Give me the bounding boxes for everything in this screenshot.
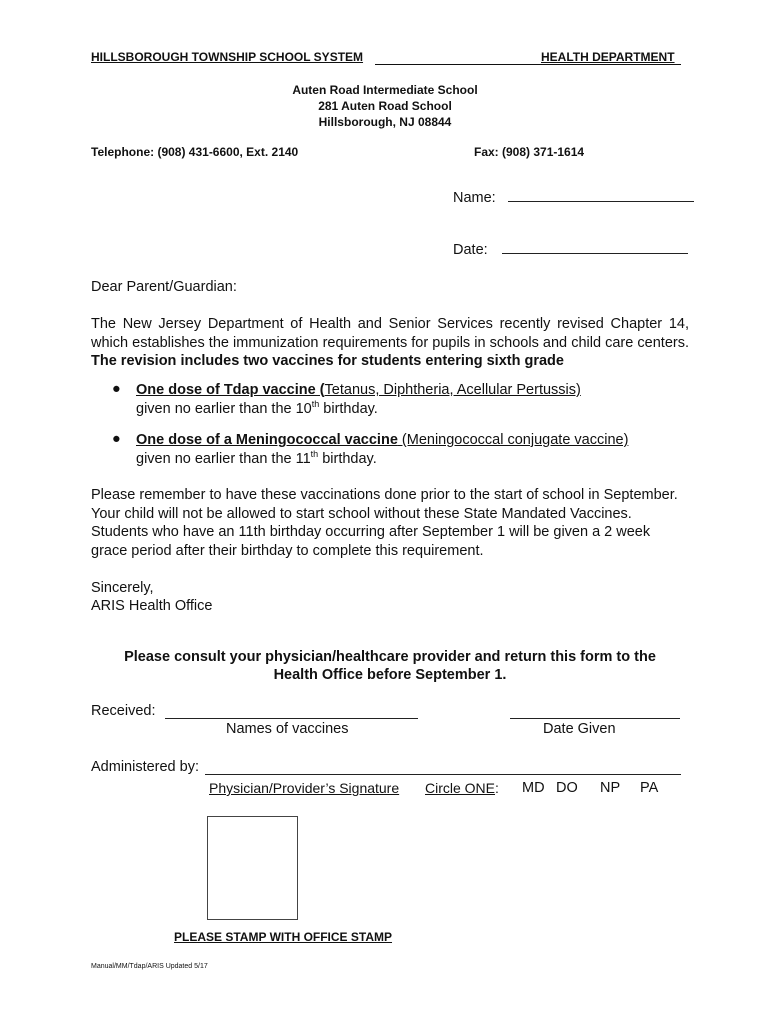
name-label: Name:	[453, 190, 496, 206]
date-field[interactable]	[453, 241, 688, 260]
reminder-paragraph: Please remember to have these vaccinations done prior to the start of school in September. Your child will not be allowed to start school without these State Mandated Vaccines. Students who have an 11th birthday occurring after September 1 will be given a 2 week grace period after their birthday to complete this requirement.	[91, 487, 678, 559]
credential-pa[interactable]: PA	[640, 780, 659, 796]
credential-np[interactable]: NP	[600, 780, 621, 796]
tdap-line2-post: birthday.	[319, 400, 378, 417]
mening-line2-post: birthday.	[318, 450, 377, 467]
bullet-item-tdap	[136, 381, 581, 418]
mening-sup: th	[310, 448, 319, 459]
fax: Fax: (908) 371-1614	[474, 145, 585, 159]
instruction-line1: Please consult your physician/healthcare provider and return this form to the	[124, 649, 656, 665]
bullet-dot-icon: ●	[112, 381, 121, 397]
tdap-line2-pre: given no earlier than the 10	[136, 400, 312, 417]
school-street: 281 Auten Road School	[318, 99, 452, 113]
stamp-caption: PLEASE STAMP WITH OFFICE STAMP	[174, 930, 393, 944]
header-left: HILLSBOROUGH TOWNSHIP SCHOOL SYSTEM	[91, 50, 364, 64]
salutation: Dear Parent/Guardian:	[91, 279, 237, 295]
mening-bold: One dose of a Meningococcal vaccine	[136, 432, 398, 448]
intro-paragraph	[91, 315, 689, 371]
school-name: Auten Road Intermediate School	[292, 83, 478, 97]
signature-caption: Physician/Provider’s Signature	[209, 780, 400, 796]
circle-colon: :	[495, 780, 499, 796]
office-stamp-box[interactable]	[207, 816, 298, 920]
received-label: Received:	[91, 703, 156, 719]
intro-bold-text: The revision includes two vaccines for students entering sixth grade	[91, 353, 564, 369]
vaccines-caption: Names of vaccines	[226, 721, 349, 737]
date-label: Date:	[453, 242, 488, 258]
instruction-line2: Health Office before September 1.	[273, 667, 507, 683]
date-given-caption: Date Given	[543, 721, 616, 737]
date-given-line[interactable]	[510, 718, 680, 719]
tdap-sup: th	[311, 398, 320, 409]
bullet-dot-icon: ●	[112, 431, 121, 447]
mening-line2-pre: given no earlier than the 11	[136, 450, 311, 467]
circle-label: Circle ONE	[425, 780, 496, 796]
name-field[interactable]	[453, 189, 694, 208]
footer-note: Manual/MM/Tdap/ARIS Updated 5/17	[91, 963, 208, 970]
closing: Sincerely,	[91, 580, 154, 596]
school-city: Hillsborough, NJ 08844	[318, 115, 452, 129]
vaccines-line[interactable]	[165, 718, 418, 719]
name-line[interactable]	[508, 201, 694, 202]
intro-text: The New Jersey Department of Health and Senior Services recently revised Chapter 14, which establishes the immunization requirements for pupils in schools and child care centers.	[91, 316, 689, 351]
tdap-detail: Tetanus, Diphtheria, Acellular Pertussis)	[324, 382, 581, 398]
tdap-bold: One dose of Tdap vaccine (	[136, 382, 325, 398]
credential-md[interactable]: MD	[522, 780, 545, 796]
mening-detail: (Meningococcal conjugate vaccine)	[397, 432, 629, 448]
administered-label: Administered by:	[91, 759, 199, 775]
signature-line[interactable]	[205, 774, 681, 775]
header-right: HEALTH DEPARTMENT	[541, 50, 675, 64]
signature: ARIS Health Office	[91, 598, 213, 614]
circle-one	[425, 780, 499, 796]
credential-do[interactable]: DO	[556, 780, 578, 796]
telephone: Telephone: (908) 431-6600, Ext. 2140	[91, 145, 299, 159]
date-line[interactable]	[502, 253, 688, 254]
bullet-item-meningococcal	[136, 431, 628, 468]
